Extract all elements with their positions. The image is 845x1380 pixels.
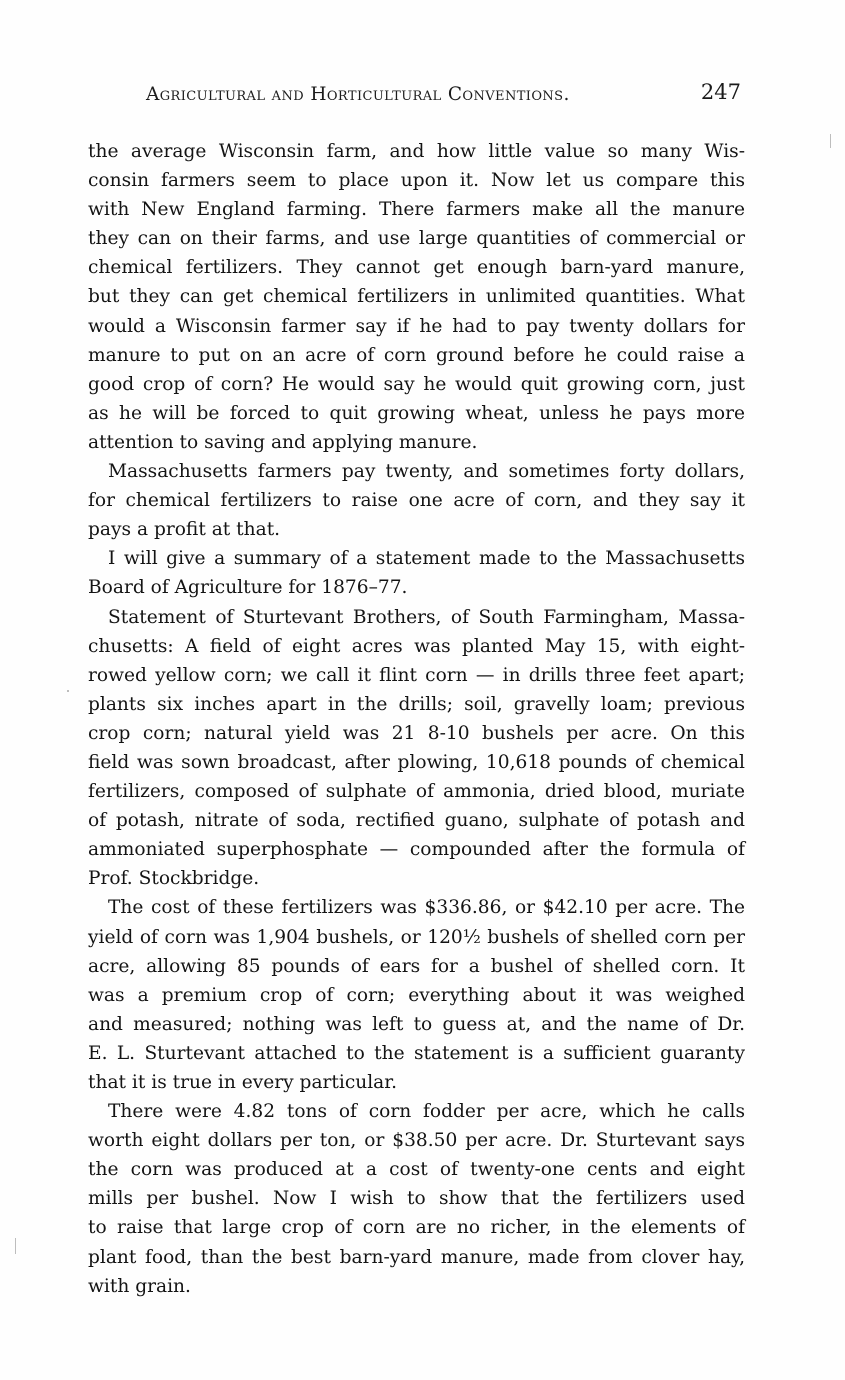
text-line: The cost of these fertilizers was $336.86, or $42.10 per acre. The bbox=[108, 897, 745, 919]
text-line: yield of corn was 1,904 bushels, or 120½ bushels of shelled corn per bbox=[88, 926, 745, 948]
text-line: worth eight dollars per ton, or $38.50 per acre. Dr. Sturtevant says bbox=[88, 1130, 745, 1152]
text-line: plant food, than the best barn-yard manure, made from clover hay, bbox=[88, 1246, 745, 1268]
text-line: rowed yellow corn; we call it flint corn — in drills three feet apart; bbox=[88, 664, 745, 686]
body-text bbox=[88, 137, 745, 1301]
paragraph bbox=[88, 1097, 745, 1301]
text-line: would a Wisconsin farmer say if he had to pay twenty dollars for bbox=[88, 315, 745, 337]
text-line: manure to put on an acre of corn ground before he could raise a bbox=[88, 344, 745, 366]
scan-speck bbox=[830, 134, 831, 148]
text-line: Board of Agriculture for 1876–77. bbox=[88, 577, 408, 599]
text-line: consin farmers seem to place upon it. Now let us compare this bbox=[88, 170, 745, 192]
paragraph bbox=[88, 603, 745, 894]
text-line: plants six inches apart in the drills; soil, gravelly loam; previous bbox=[88, 693, 745, 715]
text-line: good crop of corn? He would say he would quit growing corn, just bbox=[88, 373, 745, 395]
text-line: fertilizers, composed of sulphate of ammonia, dried blood, muriate bbox=[88, 781, 745, 803]
text-line: of potash, nitrate of soda, rectified guano, sulphate of potash and bbox=[88, 810, 745, 832]
text-line: that it is true in every particular. bbox=[88, 1072, 398, 1093]
text-line: ammoniated superphosphate — compounded after the formula of bbox=[88, 839, 745, 861]
text-line: they can on their farms, and use large quantities of commercial or bbox=[88, 228, 745, 250]
text-line: Massachusetts farmers pay twenty, and sometimes forty dollars, bbox=[108, 461, 745, 483]
text-line: but they can get chemical fertilizers in unlimited quantities. What bbox=[88, 286, 745, 308]
text-line: E. L. Sturtevant attached to the statement is a sufficient guaranty bbox=[88, 1042, 745, 1064]
paragraph bbox=[88, 457, 745, 544]
paragraph bbox=[88, 893, 745, 1097]
scan-speck bbox=[15, 1238, 16, 1254]
text-line: the average Wisconsin farm, and how little value so many Wis- bbox=[88, 141, 745, 162]
text-line: for chemical fertilizers to raise one acre of corn, and they say it bbox=[88, 490, 745, 512]
text-line: mills per bushel. Now I wish to show that the fertilizers used bbox=[88, 1188, 745, 1210]
text-line: field was sown broadcast, after plowing, 10,618 pounds of chemical bbox=[88, 751, 745, 773]
paragraph bbox=[88, 544, 745, 602]
running-title: Agricultural and Horticultural Conventions. bbox=[146, 84, 570, 105]
text-line: Statement of Sturtevant Brothers, of South Farmingham, Massa- bbox=[108, 606, 745, 628]
text-line: crop corn; natural yield was 21 8-10 bushels per acre. On this bbox=[88, 722, 745, 744]
text-line: and measured; nothing was left to guess at, and the name of Dr. bbox=[88, 1013, 745, 1035]
page-number: 247 bbox=[700, 80, 741, 104]
text-line: with New England farming. There farmers make all the manure bbox=[88, 199, 745, 221]
text-line: There were 4.82 tons of corn fodder per acre, which he calls bbox=[108, 1101, 745, 1123]
running-head bbox=[90, 80, 745, 110]
text-line: pays a profit at that. bbox=[88, 519, 281, 541]
text-line: chemical fertilizers. They cannot get enough barn-yard manure, bbox=[88, 257, 745, 279]
paragraph bbox=[88, 137, 745, 457]
scan-speck bbox=[67, 690, 69, 692]
text-line: to raise that large crop of corn are no richer, in the elements of bbox=[88, 1217, 745, 1239]
text-line: acre, allowing 85 pounds of ears for a bushel of shelled corn. It bbox=[88, 955, 745, 977]
text-line: the corn was produced at a cost of twenty-one cents and eight bbox=[88, 1159, 745, 1181]
text-line: I will give a summary of a statement made to the Massachusetts bbox=[108, 548, 745, 570]
text-line: chusetts: A field of eight acres was planted May 15, with eight- bbox=[88, 635, 745, 657]
text-line: was a premium crop of corn; everything about it was weighed bbox=[88, 984, 745, 1006]
text-line: attention to saving and applying manure. bbox=[88, 431, 478, 453]
text-line: as he will be forced to quit growing wheat, unless he pays more bbox=[88, 402, 745, 424]
text-line: Prof. Stockbridge. bbox=[88, 868, 260, 890]
text-line: with grain. bbox=[88, 1275, 191, 1297]
